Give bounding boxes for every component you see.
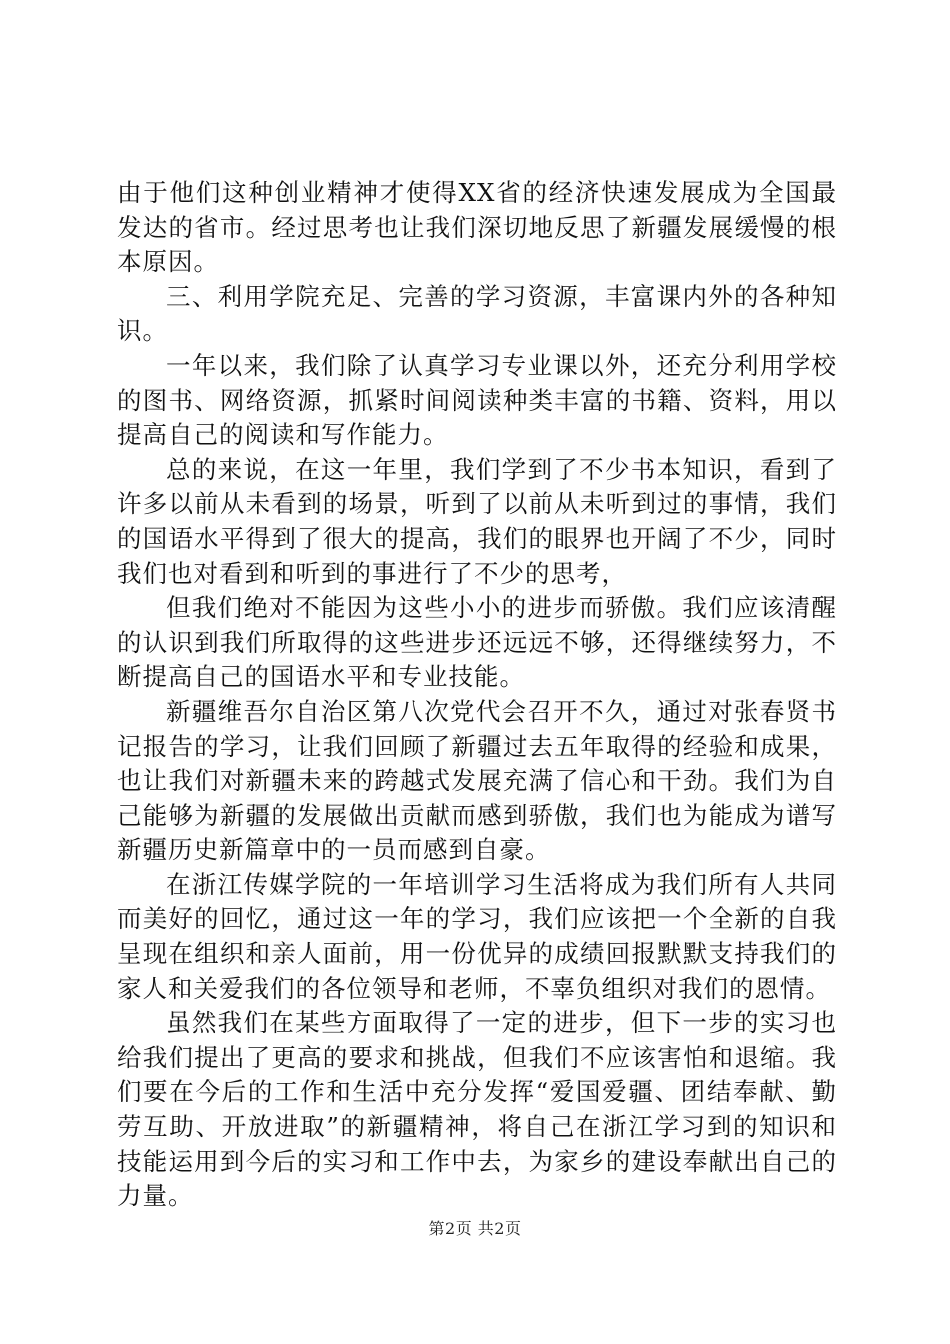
paragraph: 新疆维吾尔自治区第八次党代会召开不久，通过对张春贤书记报告的学习，让我们回顾了新疆过去五年取得的经验和成果，也让我们对新疆未来的跨越式发展充满了信心和干劲。我们为自己能够为新疆的发展做出贡献而感到骄傲，我们也为能成为谱写新疆历史新篇章中的一员而感到自豪。 <box>117 696 837 865</box>
paragraph: 虽然我们在某些方面取得了一定的进步，但下一步的实习也给我们提出了更高的要求和挑战，但我们不应该害怕和退缩。我们要在今后的工作和生活中充分发挥“爱国爱疆、团结奉献、勤劳互助、开放进取”的新疆精神，将自己在浙江学习到的知识和技能运用到今后的实习和工作中去，为家乡的建设奉献出自己的力量。 <box>117 1008 837 1211</box>
paragraph: 在浙江传媒学院的一年培训学习生活将成为我们所有人共同而美好的回忆，通过这一年的学习，我们应该把一个全新的自我呈现在组织和亲人面前，用一份优异的成绩回报默默支持我们的家人和关爱我们的各位领导和老师，不辜负组织对我们的恩情。 <box>117 869 837 1003</box>
paragraph: 一年以来，我们除了认真学习专业课以外，还充分利用学校的图书、网络资源，抓紧时间阅读种类丰富的书籍、资料，用以提高自己的阅读和写作能力。 <box>117 350 837 450</box>
paragraph-continuation: 由于他们这种创业精神才使得XX省的经济快速发展成为全国最发达的省市。经过思考也让我们深切地反思了新疆发展缓慢的根本原因。 <box>117 178 837 277</box>
document-body <box>117 176 837 1214</box>
paragraph: 但我们绝对不能因为这些小小的进步而骄傲。我们应该清醒的认识到我们所取得的这些进步还远远不够，还得继续努力，不断提高自己的国语水平和专业技能。 <box>117 593 837 692</box>
paragraph-section-heading: 三、利用学院充足、完善的学习资源，丰富课内外的各种知识。 <box>117 281 837 346</box>
paragraph: 总的来说，在这一年里，我们学到了不少书本知识，看到了许多以前从未看到的场景，听到了以前从未听到过的事情，我们的国语水平得到了很大的提高，我们的眼界也开阔了不少，同时我们也对看到和听到的事进行了不少的思考， <box>117 454 837 588</box>
page-number-footer: 第2页 共2页 <box>428 1219 522 1238</box>
